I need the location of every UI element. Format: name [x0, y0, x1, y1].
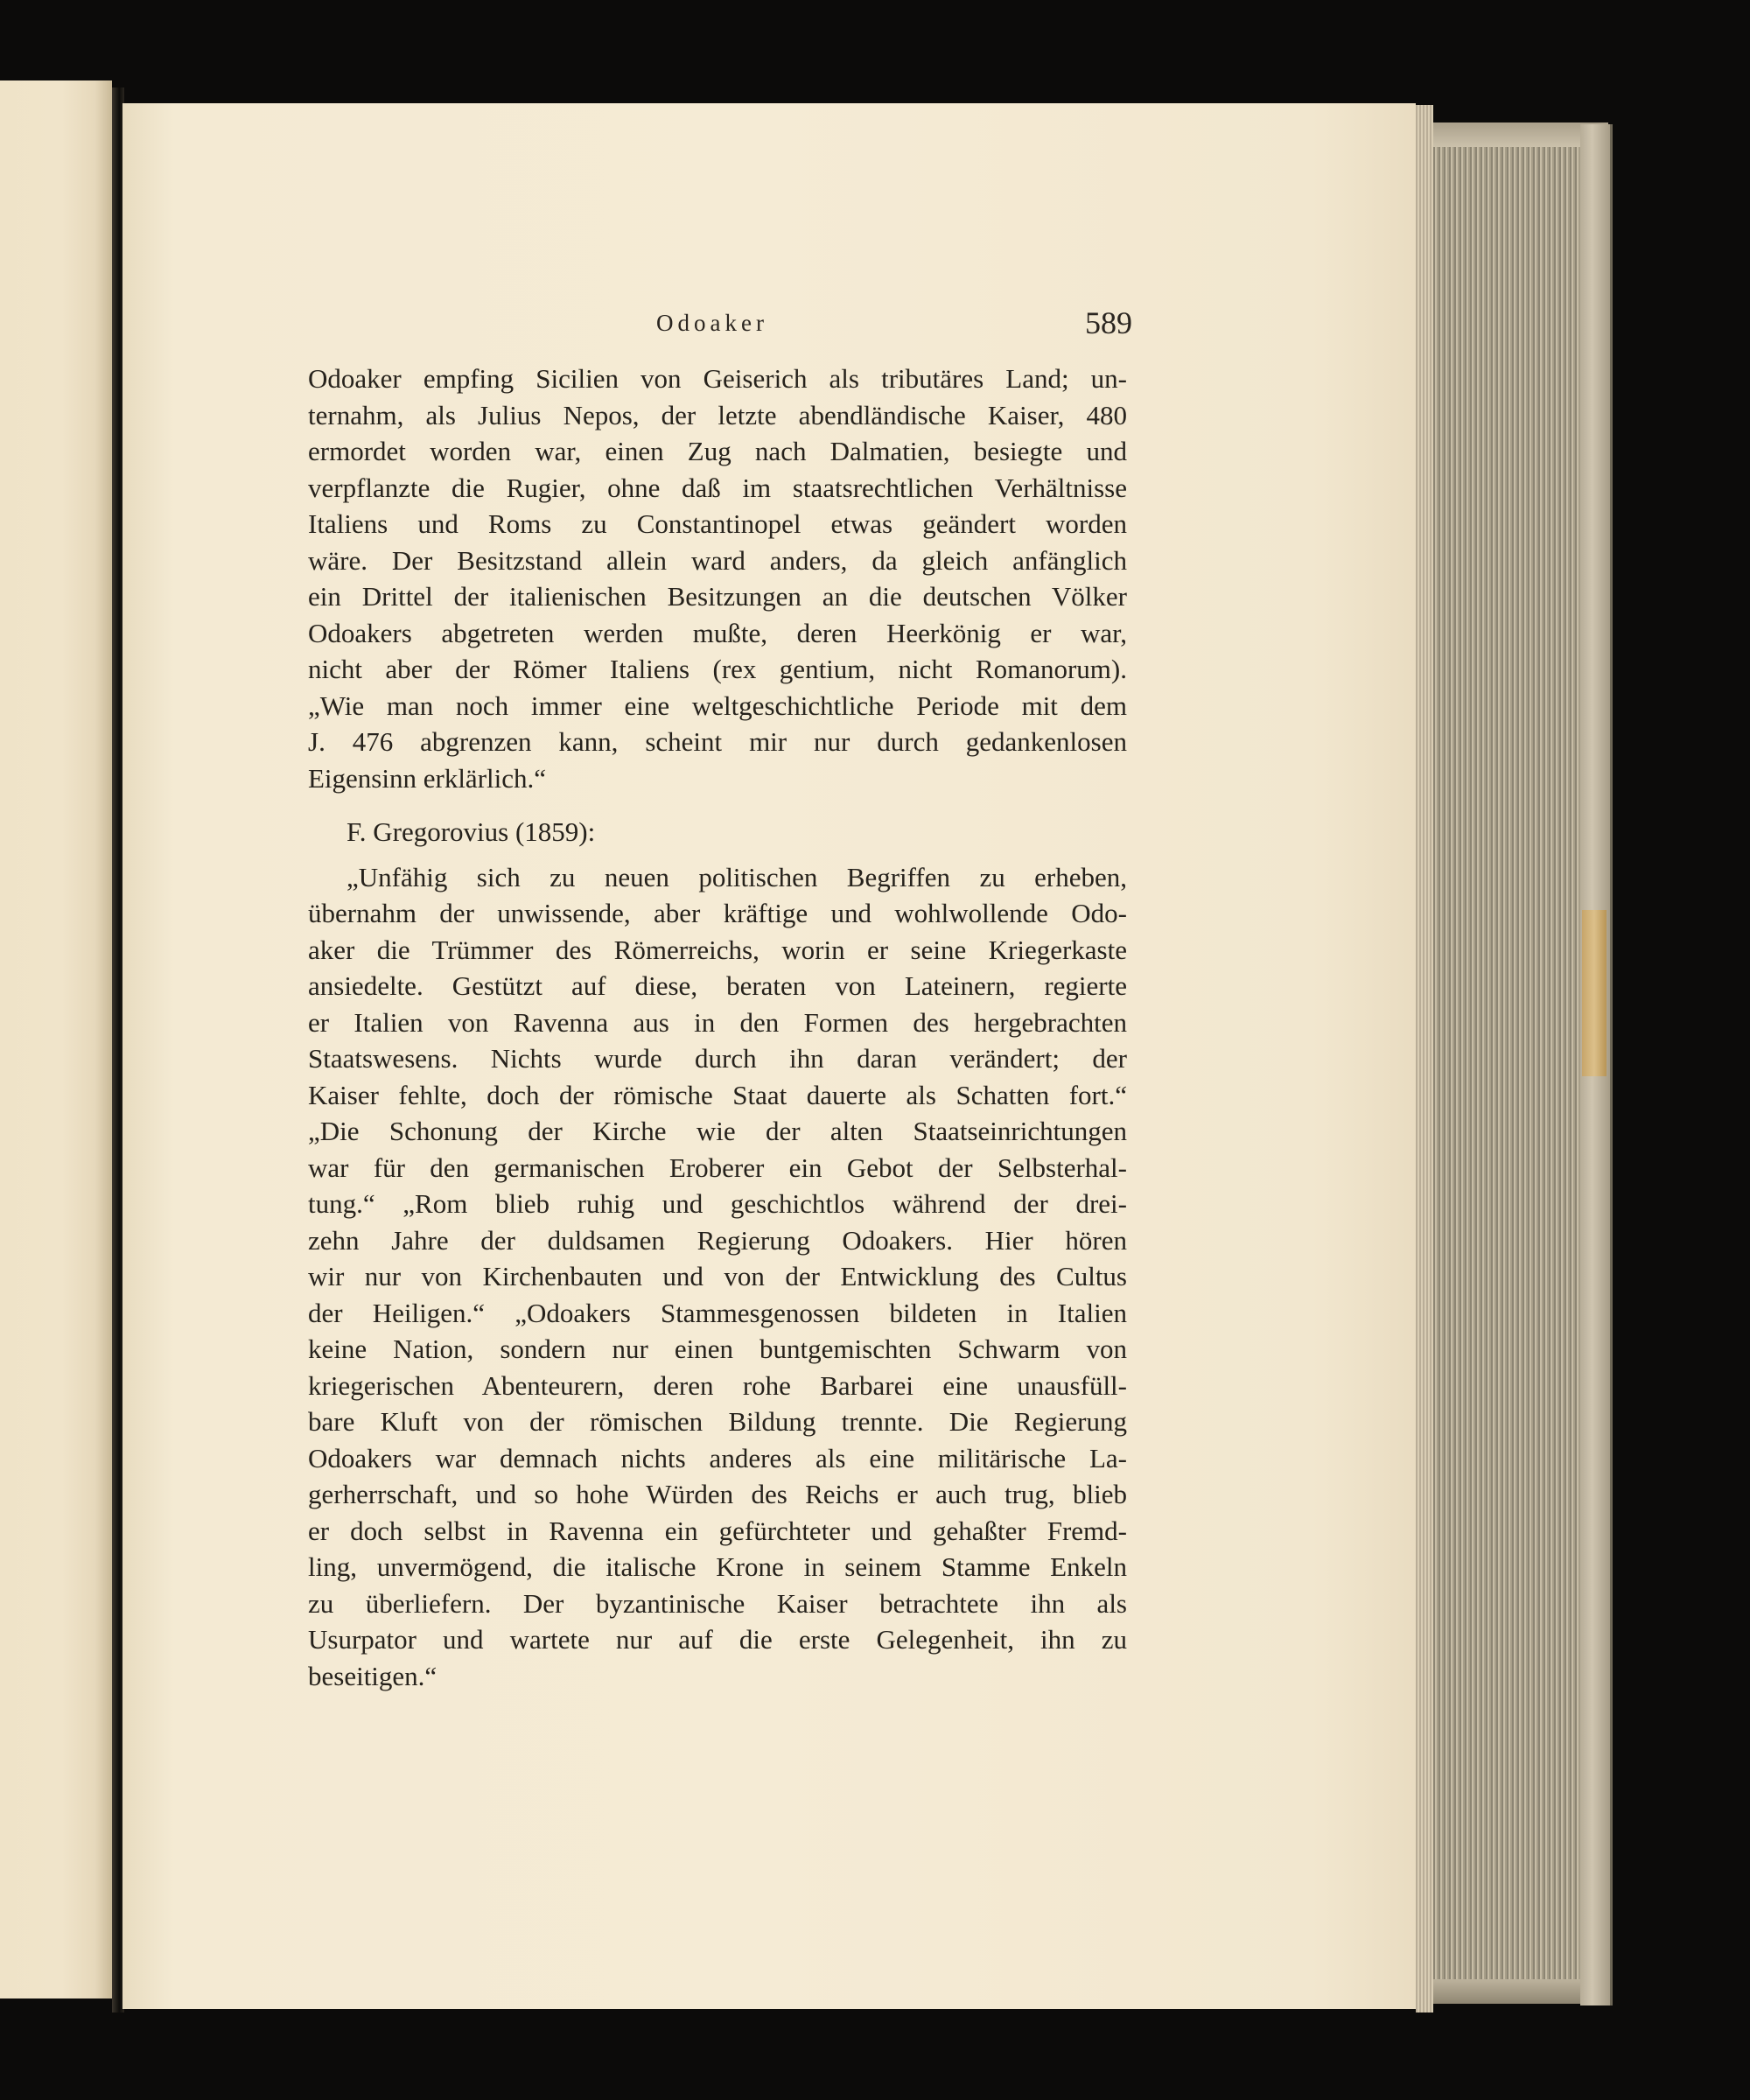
text-line: keine Nation, sondern nur einen buntgemischten Schwarm von: [308, 1334, 1127, 1364]
text-line: „Wie man noch immer eine weltgeschichtliche Periode mit dem: [308, 690, 1127, 721]
text-line: ling, unvermögend, die italische Krone in seinem Stamme Enkeln: [308, 1551, 1127, 1582]
bookmark-ribbon: [1582, 910, 1606, 1076]
text-line: Odoakers war demnach nichts anderes als eine militärische La-: [308, 1442, 1127, 1474]
text-line: bare Kluft von der römischen Bildung trennte. Die Regierung: [308, 1406, 1127, 1437]
text-line: zu überliefern. Der byzantinische Kaiser betrachtete ihn als: [308, 1587, 1127, 1619]
text-line: übernahm der unwissende, aber kräftige und wohlwollende Odo-: [308, 898, 1127, 928]
text-line: der Heiligen.“ „Odoakers Stammesgenossen bildeten in Italien: [308, 1297, 1127, 1328]
text-line: gerherrschaft, und so hohe Würden des Reichs er auch trug, blieb: [308, 1479, 1127, 1509]
text-line: zehn Jahre der duldsamen Regierung Odoakers. Hier hören: [308, 1224, 1127, 1256]
text-line: nicht aber der Römer Italiens (rex gentium, nicht Romanorum).: [308, 654, 1127, 684]
page-body: [308, 360, 1127, 1694]
text-line: er Italien von Ravenna aus in den Formen des hergebrachten: [308, 1006, 1127, 1038]
text-line: beseitigen.“: [308, 1660, 438, 1691]
text-line: er doch selbst in Ravenna ein gefürchteter und gehaßter Fremd-: [308, 1515, 1127, 1546]
text-line: aker die Trümmer des Römerreichs, worin er seine Kriegerkaste: [308, 934, 1127, 965]
text-line: Usurpator und wartete nur auf die erste Gelegenheit, ihn zu: [308, 1624, 1127, 1655]
text-line: ansiedelte. Gestützt auf diese, beraten von Lateinern, regierte: [308, 970, 1127, 1001]
paragraph-odoaker: [308, 360, 1127, 796]
paragraph-gregorovius-quote: [308, 859, 1127, 1695]
text-line: Odoakers abgetreten werden mußte, deren Heerkönig er war,: [308, 617, 1127, 648]
text-line: ermordet worden war, einen Zug nach Dalmatien, besiegte und: [308, 436, 1127, 466]
text-line: „Die Schonung der Kirche wie der alten Staatseinrichtungen: [308, 1116, 1127, 1146]
text-line: ein Drittel der italienischen Besitzungen an die deutschen Völker: [308, 581, 1127, 612]
text-line: wäre. Der Besitzstand allein ward anders, da gleich anfänglich: [308, 544, 1127, 576]
text-line: Odoaker empfing Sicilien von Geiserich als tributäres Land; un-: [308, 363, 1127, 394]
text-line: kriegerischen Abenteurern, deren rohe Barbarei eine unausfüll-: [308, 1369, 1127, 1401]
text-line: verpflanzte die Rugier, ohne daß im staatsrechtlichen Verhältnisse: [308, 472, 1127, 503]
page-stack-edge: [1416, 105, 1433, 2012]
left-page-edge: [0, 80, 112, 1998]
page-number: 589: [1085, 305, 1132, 340]
text-line: „Unfähig sich zu neuen politischen Begriffen zu erheben,: [346, 861, 1127, 892]
page-header: [306, 304, 1132, 346]
text-line: Eigensinn erklärlich.“: [308, 762, 547, 794]
text-line: ternahm, als Julius Nepos, der letzte abendländische Kaiser, 480: [308, 399, 1127, 430]
text-line: wir nur von Kirchenbauten und von der Entwicklung des Cultus: [308, 1261, 1127, 1292]
text-line: tung.“ „Rom blieb ruhig und geschichtlos während der drei-: [308, 1188, 1127, 1219]
text-line: Staatswesens. Nichts wurde durch ihn daran verändert; der: [308, 1043, 1127, 1074]
text-line: war für den germanischen Eroberer ein Gebot der Selbsterhal-: [308, 1152, 1127, 1183]
text-line: Kaiser fehlte, doch der römische Staat dauerte als Schatten fort.“: [308, 1079, 1127, 1110]
text-line: J. 476 abgrenzen kann, scheint mir nur durch gedankenlosen: [308, 726, 1127, 757]
source-heading: F. Gregorovius (1859):: [346, 816, 596, 847]
running-title: Odoaker: [656, 310, 768, 336]
text-line: Italiens und Roms zu Constantinopel etwas geändert worden: [308, 508, 1127, 539]
